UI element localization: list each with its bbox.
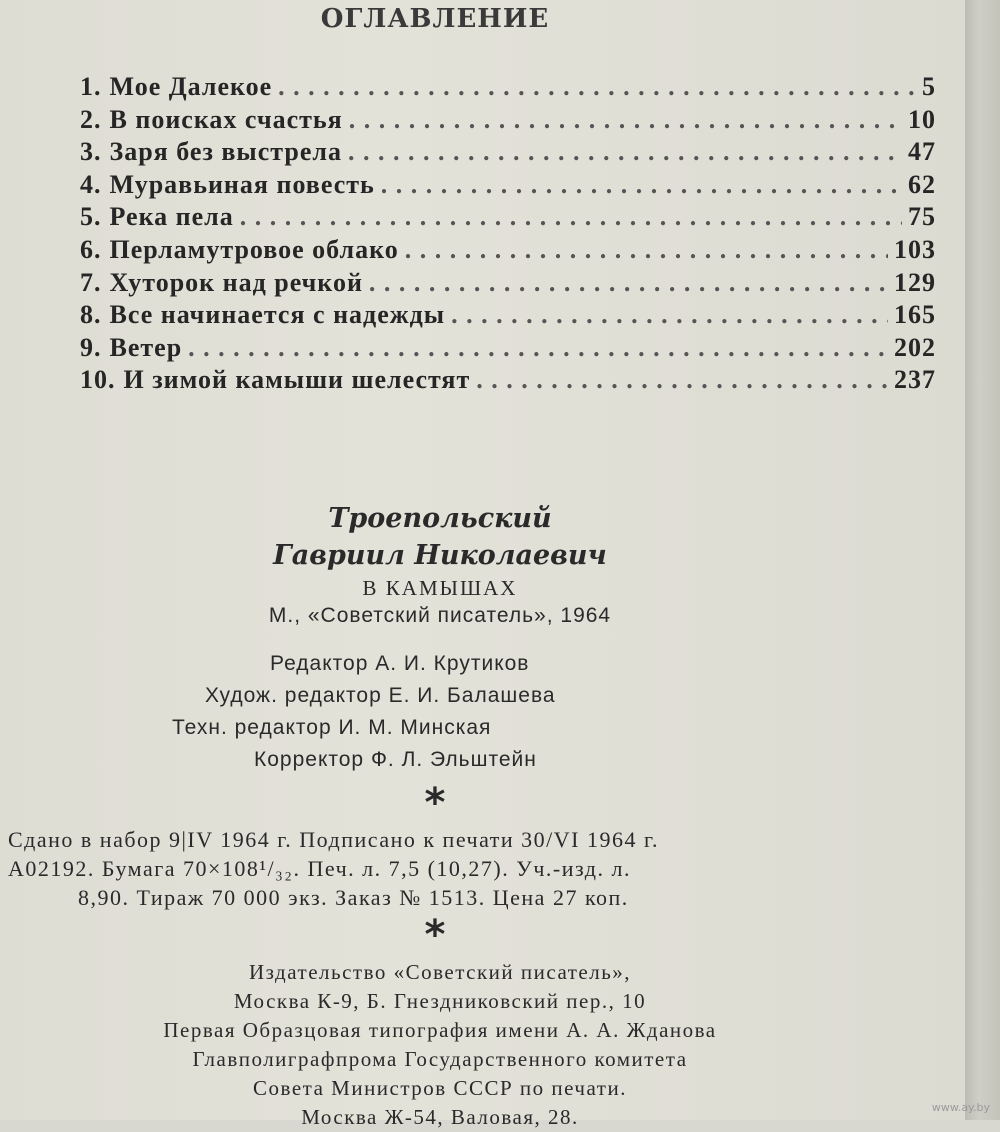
toc-item: [80, 72, 936, 105]
toc-leader-dots: [240, 202, 902, 232]
toc-item-title: Заря без выстрела: [109, 137, 342, 167]
toc-item-number: 5.: [80, 202, 102, 232]
toc-leader-dots: [348, 137, 902, 167]
watermark: www.ay.by: [931, 1101, 990, 1114]
toc-item: [80, 333, 936, 366]
toc-item-page: 62: [908, 169, 936, 199]
toc-leader-dots: [451, 300, 888, 330]
toc-leader-dots: [381, 170, 902, 200]
toc-item-number: 7.: [80, 267, 102, 297]
author-given-name: Гавриил Николаевич: [273, 540, 607, 571]
tech-line: 8,90. Тираж 70 000 экз. Заказ № 1513. Цена 27 коп.: [78, 885, 629, 910]
toc-item-number: 9.: [80, 332, 102, 362]
separator-star: *: [424, 780, 446, 826]
page-edge: [965, 0, 1000, 1120]
toc-item-number: 6.: [80, 234, 102, 264]
technical-data: [8, 825, 868, 912]
toc-heading: ОГЛАВЛЕНИЕ: [320, 4, 550, 34]
toc-item-page: 202: [894, 332, 936, 362]
publisher-line: Главполиграфпрома Государственного комитета: [192, 1047, 688, 1071]
editor-line: Редактор А. И. Крутиков: [270, 652, 530, 675]
separator-star: *: [424, 912, 446, 958]
toc-item-title: Перламутровое облако: [109, 234, 399, 264]
tech-editor-line: Техн. редактор И. М. Минская: [172, 716, 492, 739]
publisher-line: Первая Образцовая типография имени А. А. Жданова: [163, 1018, 717, 1042]
toc-item-title: Ветер: [109, 332, 183, 362]
toc-item-title: Муравьиная повесть: [109, 169, 375, 199]
toc-item-page: 103: [894, 234, 936, 264]
toc-item: [80, 105, 936, 138]
toc-item-title: В поисках счастья: [109, 104, 343, 134]
toc-item: [80, 235, 936, 268]
publisher-block: [0, 958, 880, 1132]
book-title: В КАМЫШАХ: [362, 576, 518, 600]
publisher-line: Издательство «Советский писатель»,: [248, 960, 632, 984]
table-of-contents: [80, 72, 936, 398]
toc-leader-dots: [349, 105, 902, 135]
tech-line: А02192. Бумага 70×108¹/₃₂. Печ. л. 7,5 (10,27). Уч.-изд. л.: [8, 856, 631, 881]
author-name: [0, 500, 880, 574]
toc-item-title: Хуторок над речкой: [109, 267, 363, 297]
author-surname: Троепольский: [328, 503, 552, 534]
toc-item-title: Мое Далекое: [109, 72, 273, 101]
toc-leader-dots: [476, 365, 888, 395]
toc-item-page: 5: [922, 72, 936, 101]
tech-line: Сдано в набор 9|IV 1964 г. Подписано к печати 30/VI 1964 г.: [8, 827, 660, 852]
art-editor-line: Худож. редактор Е. И. Балашева: [205, 684, 556, 707]
toc-item-page: 75: [908, 202, 936, 232]
toc-item: [80, 202, 936, 235]
toc-item-title: Все начинается с надежды: [109, 300, 446, 330]
toc-item-page: 237: [894, 365, 936, 395]
toc-item-number: 10.: [80, 365, 116, 395]
toc-item-number: 2.: [80, 104, 102, 134]
toc-leader-dots: [278, 72, 916, 102]
publisher-line: Москва К-9, Б. Гнездниковский пер., 10: [233, 989, 647, 1013]
toc-item-page: 10: [908, 104, 936, 134]
publisher-line: Москва Ж-54, Валовая, 28.: [301, 1105, 579, 1129]
publisher-line: Совета Министров СССР по печати.: [253, 1076, 627, 1100]
toc-leader-dots: [405, 235, 888, 265]
toc-item-number: 3.: [80, 137, 102, 167]
publication-info: М., «Советский писатель», 1964: [268, 604, 612, 627]
toc-item: [80, 365, 936, 398]
toc-item: [80, 300, 936, 333]
proofreader-line: Корректор Ф. Л. Эльштейн: [254, 748, 537, 771]
toc-leader-dots: [188, 333, 888, 363]
toc-item-number: 1.: [80, 72, 102, 101]
toc-item-number: 4.: [80, 169, 102, 199]
toc-item: [80, 268, 936, 301]
toc-item-title: И зимой камыши шелестят: [123, 365, 471, 395]
toc-item: [80, 137, 936, 170]
toc-item: [80, 170, 936, 203]
toc-item-page: 129: [894, 267, 936, 297]
toc-item-number: 8.: [80, 300, 102, 330]
toc-item-title: Река пела: [109, 202, 234, 232]
toc-item-page: 47: [908, 137, 936, 167]
toc-item-page: 165: [894, 300, 936, 330]
toc-leader-dots: [369, 268, 888, 298]
